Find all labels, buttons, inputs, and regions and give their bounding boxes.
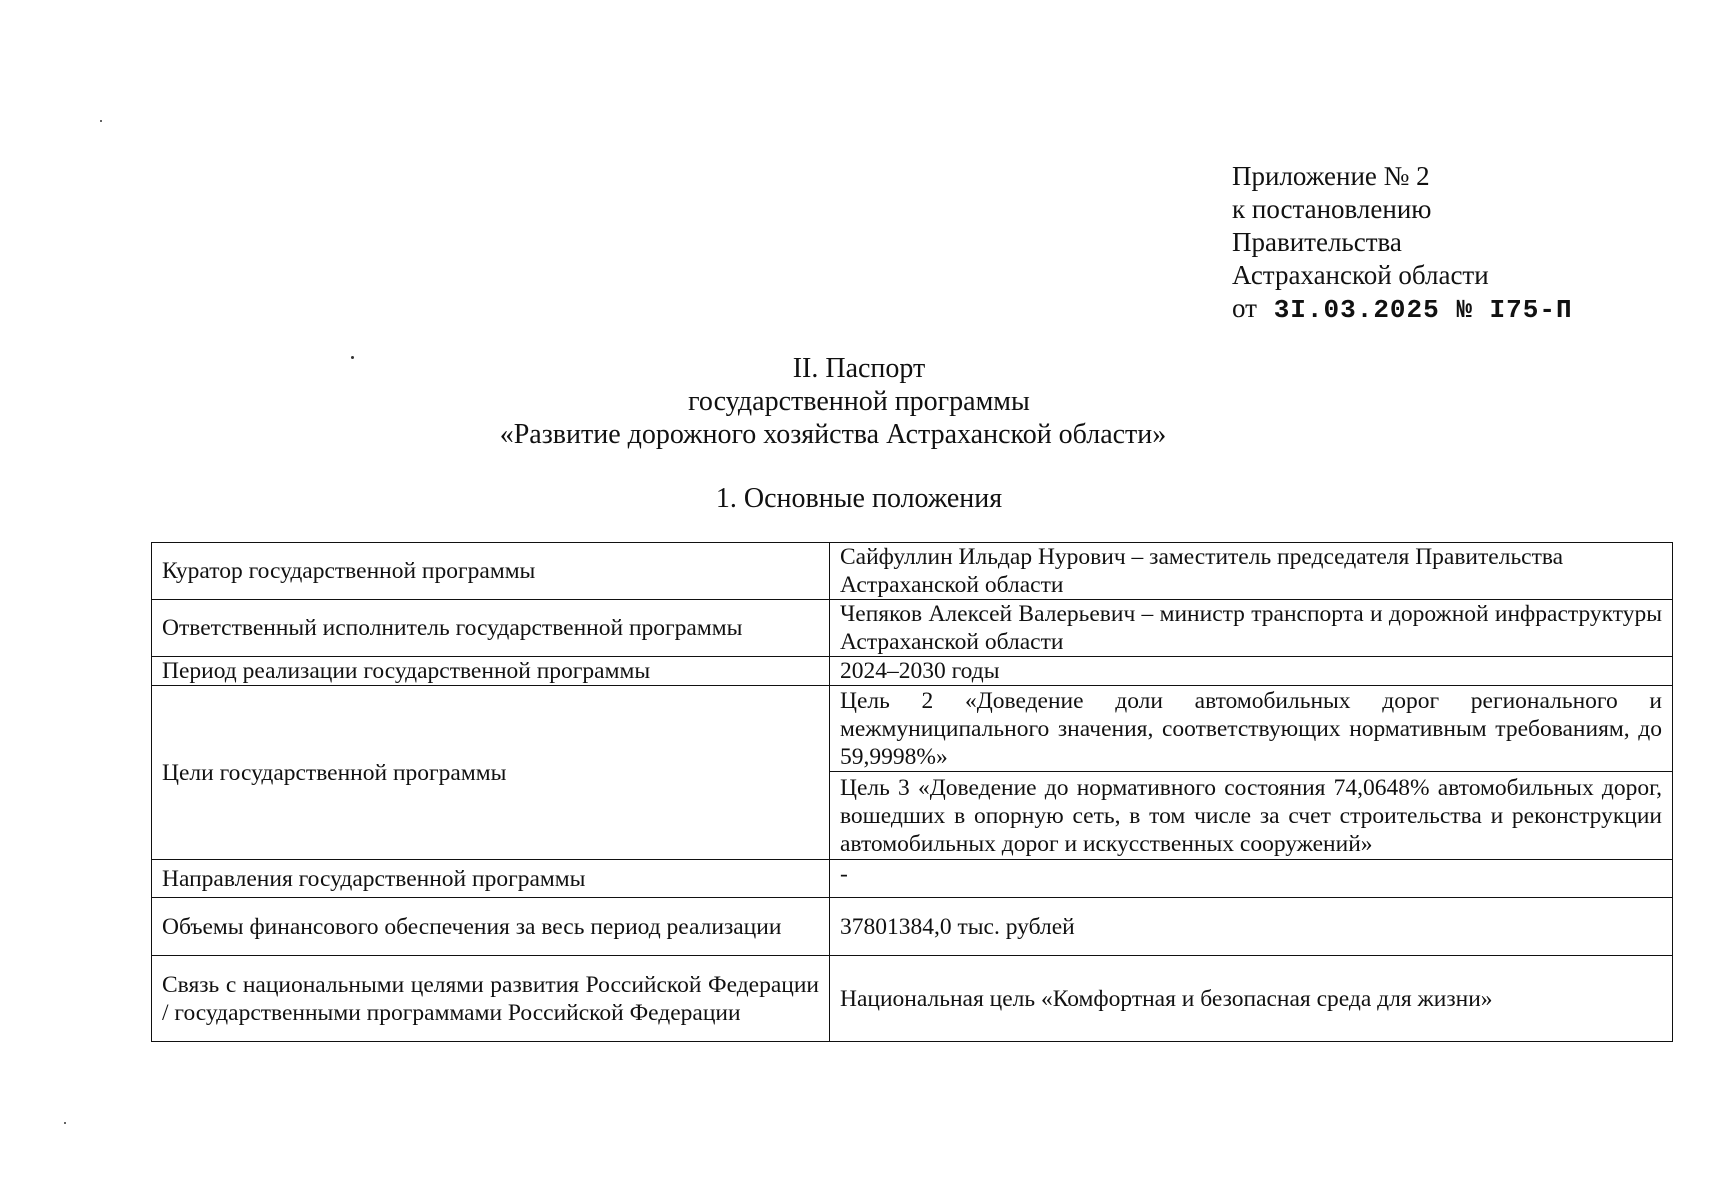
table-row — [152, 657, 1673, 686]
period-label: Период реализации государственной программы — [152, 657, 830, 686]
table-row — [152, 543, 1673, 600]
date-prefix: от — [1232, 293, 1257, 323]
resolution-date-line — [1232, 292, 1573, 327]
financing-value: 37801384,0 тыс. рублей — [830, 898, 1673, 956]
appendix-line-2: к постановлению — [1232, 194, 1432, 224]
table-row — [152, 600, 1673, 657]
section-title: 1. Основные положения — [715, 483, 1003, 514]
executor-value: Чепяков Алексей Валерьевич – министр транспорта и дорожной инфраструктуры Астраханской области — [830, 600, 1673, 657]
national-goals-link-label: Связь с национальными целями развития Российской Федерации / государственными программами Российской Федерации — [152, 956, 830, 1042]
table-row — [152, 860, 1673, 898]
scan-speck — [100, 120, 102, 122]
appendix-line-1: Приложение № 2 — [1232, 161, 1430, 191]
table-row — [152, 898, 1673, 956]
appendix-block — [1232, 160, 1573, 327]
curator-value: Сайфуллин Ильдар Нурович – заместитель председателя Правительства Астраханской области — [830, 543, 1673, 600]
directions-value: - — [830, 860, 1673, 898]
appendix-line-4: Астраханской области — [1232, 260, 1489, 290]
financing-label: Объемы финансового обеспечения за весь период реализации — [152, 898, 830, 956]
goal-3: Цель 3 «Доведение до нормативного состояния 74,0648% автомобильных дорог, вошедших в опорную сеть, в том числе за счет строительства и реконструкции автомобильных дорог и искусственных сооружений» — [830, 772, 1673, 860]
program-name: «Развитие дорожного хозяйства Астраханской области» — [499, 419, 1167, 450]
table-row — [152, 956, 1673, 1042]
directions-label: Направления государственной программы — [152, 860, 830, 898]
national-goals-link-value: Национальная цель «Комфортная и безопасная среда для жизни» — [830, 956, 1673, 1042]
goals-label: Цели государственной программы — [152, 686, 830, 860]
document-heading — [0, 352, 1718, 451]
program-subtitle: государственной программы — [688, 386, 1030, 417]
goal-2: Цель 2 «Доведение доли автомобильных дорог регионального и межмуниципального значения, соответствующих нормативным требованиям, до 59,9998%» — [830, 686, 1673, 772]
resolution-number: 3I.03.2025 № I75-П — [1273, 295, 1573, 325]
passport-table — [151, 542, 1673, 1042]
curator-label: Куратор государственной программы — [152, 543, 830, 600]
table-row — [152, 686, 1673, 772]
executor-label: Ответственный исполнитель государственной программы — [152, 600, 830, 657]
scan-speck — [64, 1122, 66, 1124]
period-value: 2024–2030 годы — [830, 657, 1673, 686]
appendix-line-3: Правительства — [1232, 227, 1402, 257]
passport-title: II. Паспорт — [792, 353, 926, 384]
